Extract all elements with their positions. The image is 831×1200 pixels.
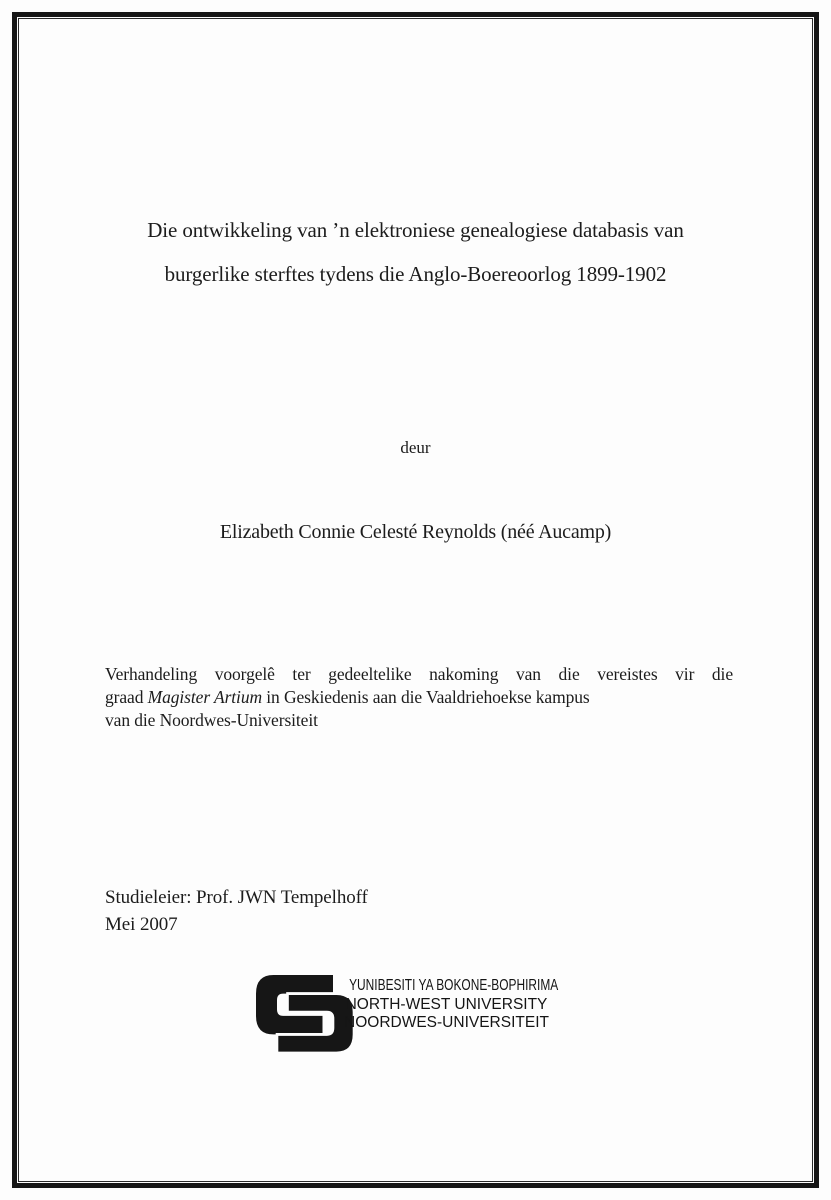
supervisor-block (105, 884, 368, 938)
byline-deur: deur (400, 438, 431, 457)
thesis-title-line-2: burgerlike sterftes tydens die Anglo-Boereoorlog 1899-1902 (164, 262, 667, 286)
university-logo-text (320, 977, 573, 1033)
submission-line-2-suffix: in Geskiedenis aan die Vaaldriehoekse kampus (262, 687, 590, 707)
submission-line-1: Verhandeling voorgelê ter gedeeltelike nakoming van die vereistes vir die (105, 664, 733, 684)
submission-line-2 (105, 686, 733, 709)
degree-name-italic: Magister Artium (147, 687, 263, 707)
author-name: Elizabeth Connie Celesté Reynolds (néé Aucamp) (219, 521, 612, 543)
submission-statement (105, 663, 733, 732)
thesis-title-line-1: Die ontwikkeling van ’n elektroniese genealogiese databasis van (147, 218, 684, 242)
supervisor-line: Studieleier: Prof. JWN Tempelhoff (105, 887, 368, 908)
submission-line-3: van die Noordwes-Universiteit (105, 710, 318, 730)
logo-text-setswana: YUNIBESITI YA BOKONE-BOPHIRIMA (349, 977, 559, 994)
submission-line-2-prefix: graad (105, 687, 148, 707)
logo-text-afrikaans: NOORDWES-UNIVERSITEIT (344, 1014, 549, 1032)
date-line: Mei 2007 (105, 914, 178, 935)
logo-text-english: NORTH-WEST UNIVERSITY (345, 995, 548, 1013)
thesis-title (0, 208, 831, 296)
